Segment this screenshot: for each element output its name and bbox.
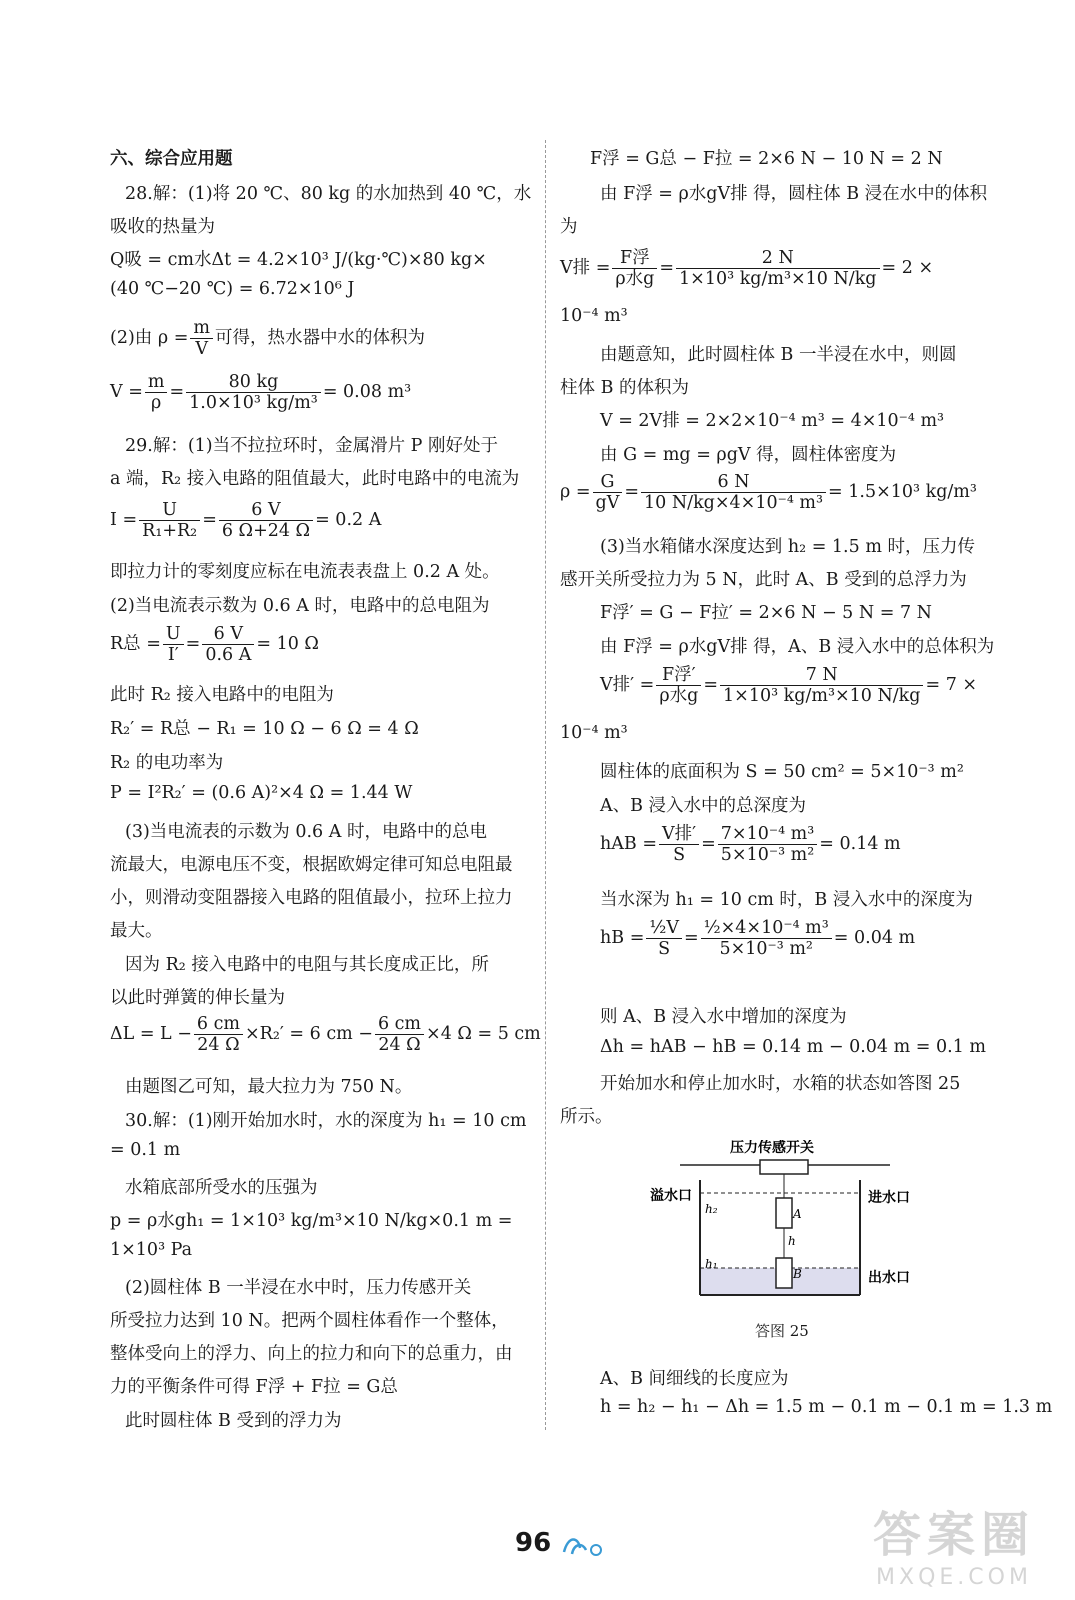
formula-line: 1×10³ Pa <box>110 1240 193 1260</box>
formula-line: R总 = $\frac{U}{I'}$ = $\frac{6 V}{0.6 A}$ = 10 Ω <box>110 624 319 666</box>
text-line: A、B 间细线的长度应为 <box>600 1369 789 1389</box>
formula-line: (2)由 ρ = $\frac{m}{V}$ 可得，热水器中水的体积为 <box>110 318 425 360</box>
text-line: 整体受向上的浮力、向上的拉力和向下的总重力，由 <box>110 1344 513 1364</box>
text-line: 水箱底部所受水的压强为 <box>125 1178 318 1198</box>
cylinder-a <box>776 1198 792 1228</box>
text-line: R₂ 的电功率为 <box>110 753 224 773</box>
text-line: 流最大，电源电压不变，根据欧姆定律可知总电阻最 <box>110 855 513 875</box>
b-label: B <box>793 1267 802 1281</box>
text-line: = 0.1 m <box>110 1140 181 1160</box>
a-label: A <box>793 1207 802 1221</box>
text-line: 此时圆柱体 B 受到的浮力为 <box>125 1411 342 1431</box>
text-line: 即拉力计的零刻度应标在电流表表盘上 0.2 A 处。 <box>110 562 500 582</box>
formula-line: ΔL = L − $\frac{6 cm}{24 \Omega}$ ×R₂′ = 6 cm − $\frac{6 cm}{24 \Omega}$ ×4 Ω = 5 cm <box>110 1014 541 1056</box>
text-line: 则 A、B 浸入水中增加的深度为 <box>600 1007 847 1027</box>
text-line: A、B 浸入水中的总深度为 <box>600 796 807 816</box>
h-label: h <box>788 1234 796 1248</box>
text-line: 开始加水和停止加水时，水箱的状态如答图 25 <box>600 1074 961 1094</box>
formula-line: V = 2V排 = 2×2×10⁻⁴ m³ = 4×10⁻⁴ m³ <box>600 411 945 431</box>
water-tank-diagram <box>650 1140 920 1310</box>
page-number: 96 <box>515 1528 552 1558</box>
formula-line: 10⁻⁴ m³ <box>560 723 628 743</box>
overflow-label: 溢水口 <box>650 1188 692 1204</box>
text-line: 29.解：(1)当不拉拉环时，金属滑片 P 刚好处于 <box>125 436 499 456</box>
text-line: 感开关所受拉力为 5 N，此时 A、B 受到的总浮力为 <box>560 570 967 590</box>
text-line: 由 G = mg = ρgV 得，圆柱体密度为 <box>600 445 897 465</box>
text-line: 所受拉力达到 10 N。把两个圆柱体看作一个整体， <box>110 1311 509 1331</box>
watermark-url: MXQE.COM <box>876 1565 1032 1590</box>
text-line: 此时 R₂ 接入电路中的电阻为 <box>110 685 334 705</box>
switch-label: 压力传感开关 <box>730 1140 814 1156</box>
formula-line: R₂′ = R总 − R₁ = 10 Ω − 6 Ω = 4 Ω <box>110 719 419 739</box>
h2-label: h₂ <box>705 1202 718 1216</box>
text-line: 吸收的热量为 <box>110 217 215 237</box>
formula-line: Q吸 = cm水Δt = 4.2×10³ J/(kg·℃)×80 kg× <box>110 250 487 270</box>
figure-caption: 答图 25 <box>755 1322 809 1340</box>
formula-line: P = I²R₂′ = (0.6 A)²×4 Ω = 1.44 W <box>110 783 413 803</box>
formula-line: 力的平衡条件可得 F浮 + F拉 = G总 <box>110 1377 398 1397</box>
watermark-logo: 答案圈 <box>872 1507 1035 1563</box>
formula-line: V排 = $\frac{\text{F浮}}{\text{ρ水g}}$ = $\frac{2 N}{\text{1×10³ kg/m³×10 N/kg}}$ = 2 × <box>560 248 934 290</box>
formula-line: p = ρ水gh₁ = 1×10³ kg/m³×10 N/kg×0.1 m = <box>110 1211 513 1231</box>
text-line: 圆柱体的底面积为 S = 50 cm² = 5×10⁻³ m² <box>600 762 964 782</box>
text-line: a 端，R₂ 接入电路的阻值最大，此时电路中的电流为 <box>110 469 520 489</box>
text-line: 由题意知，此时圆柱体 B 一半浸在水中，则圆 <box>600 345 957 365</box>
text-line: 由 F浮 = ρ水gV排 得，A、B 浸入水中的总体积为 <box>600 637 995 657</box>
text-line: 30.解：(1)刚开始加水时，水的深度为 h₁ = 10 cm <box>125 1111 527 1131</box>
outlet-label: 出水口 <box>868 1270 910 1286</box>
cylinder-b <box>776 1258 792 1288</box>
text-line: 当水深为 h₁ = 10 cm 时，B 浸入水中的深度为 <box>600 890 973 910</box>
text-line: (2)当电流表示数为 0.6 A 时，电路中的总电阻为 <box>110 596 490 616</box>
text-line: 所示。 <box>560 1107 613 1127</box>
formula-line: V排′ = $\frac{\text{F浮′}}{\text{ρ水g}}$ = $\frac{7 N}{\text{1×10³ kg/m³×10 N/kg}}$ = 7 × <box>600 665 978 707</box>
section-heading: 六、综合应用题 <box>110 149 233 169</box>
text-line: 柱体 B 的体积为 <box>560 378 689 398</box>
text-line: (3)当电流表的示数为 0.6 A 时，电路中的总电 <box>125 822 487 842</box>
text-line: 小，则滑动变阻器接入电路的阻值最小，拉环上拉力 <box>110 888 513 908</box>
watermark <box>873 1496 1035 1590</box>
formula-line: (40 ℃−20 ℃) = 6.72×10⁶ J <box>110 279 355 299</box>
text-line: 由题图乙可知，最大拉力为 750 N。 <box>125 1077 413 1097</box>
formula-line: hB = $\frac{\text{½V}}{S}$ = $\frac{\text{½×4×10⁻⁴ m³}}{\text{5×10⁻³ m²}}$ = 0.04 m <box>600 918 916 960</box>
formula-line: ρ = $\frac{G}{gV}$ = $\frac{6 N}{\text{10 N/kg×4×10⁻⁴ m³}}$ = 1.5×10³ kg/m³ <box>560 472 977 514</box>
formula-line: h = h₂ − h₁ − Δh = 1.5 m − 0.1 m − 0.1 m = 1.3 m <box>600 1397 1053 1417</box>
formula-line: Δh = hAB − hB = 0.14 m − 0.04 m = 0.1 m <box>600 1037 986 1057</box>
text-line: (3)当水箱储水深度达到 h₂ = 1.5 m 时，压力传 <box>600 537 975 557</box>
formula-line: V = $\frac{m}{\rho}$ = $\frac{80 kg}{\text{1.0×10³ kg/m³}}$ = 0.08 m³ <box>110 372 412 414</box>
formula-line: hAB = $\frac{\text{V排′}}{S}$ = $\frac{\text{7×10⁻⁴ m³}}{\text{5×10⁻³ m²}}$ = 0.14 m <box>600 824 901 866</box>
leaf-ornament-icon <box>560 1530 610 1558</box>
formula-line: 10⁻⁴ m³ <box>560 306 628 326</box>
pressure-switch <box>760 1160 808 1174</box>
text-line: 因为 R₂ 接入电路中的电阻与其长度成正比，所 <box>125 955 489 975</box>
h1-label: h₁ <box>705 1257 718 1271</box>
text-line: 以此时弹簧的伸长量为 <box>110 988 285 1008</box>
text-line: 28.解：(1)将 20 ℃、80 kg 的水加热到 40 ℃，水 <box>125 184 532 204</box>
inlet-label: 进水口 <box>868 1190 910 1206</box>
text-line: 为 <box>560 217 578 237</box>
formula-line: F浮 = G总 − F拉 = 2×6 N − 10 N = 2 N <box>590 149 943 169</box>
text-line: 由 F浮 = ρ水gV排 得，圆柱体 B 浸在水中的体积 <box>600 184 988 204</box>
column-divider <box>545 140 546 1430</box>
formula-line: I = $\frac{U}{\text{R₁+R₂}}$ = $\frac{6 V}{6 \Omega+24 \Omega}$ = 0.2 A <box>110 500 382 542</box>
text-line: (2)圆柱体 B 一半浸在水中时，压力传感开关 <box>125 1278 472 1298</box>
formula-line: F浮′ = G − F拉′ = 2×6 N − 5 N = 7 N <box>600 603 932 623</box>
text-line: 最大。 <box>110 921 163 941</box>
